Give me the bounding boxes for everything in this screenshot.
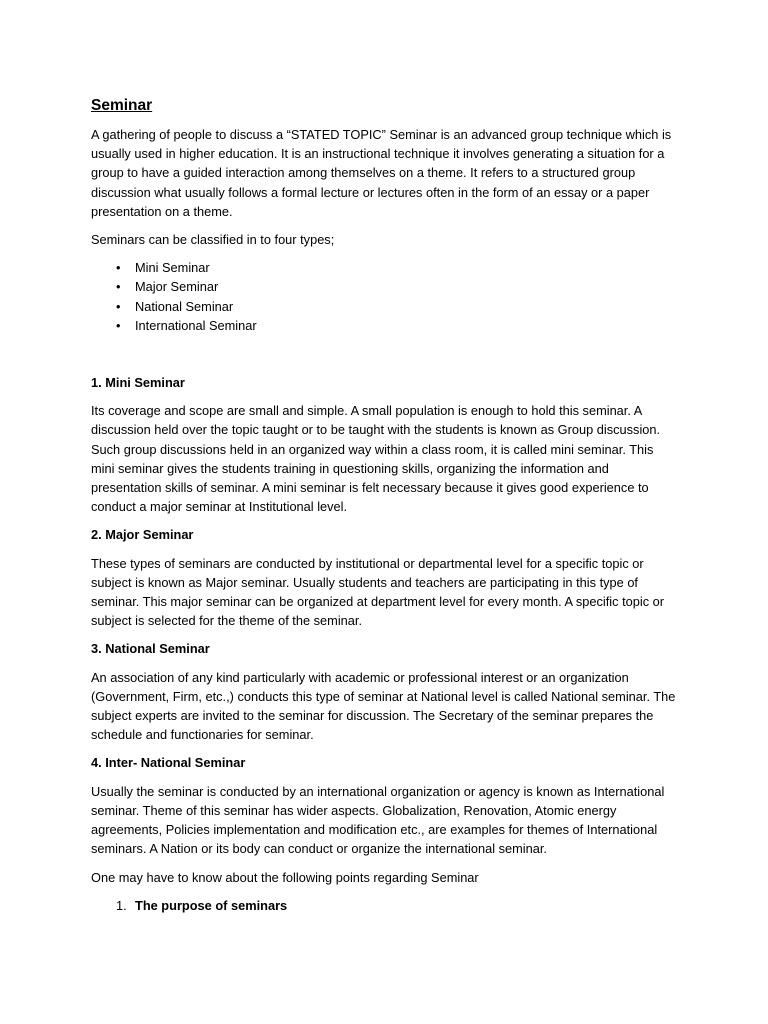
list-number: 1. xyxy=(116,897,127,913)
list-item-label: National Seminar xyxy=(135,298,234,314)
section-body-national-seminar: An association of any kind particularly with academic or professional interest or an organization (Government, Firm, etc.,) conducts this type of seminar at National level is called National seminar. The subject experts are invited to the seminar for discussion. The Secretary of the seminar prepares the schedule and functionaries for seminar. xyxy=(91,669,676,743)
page-title: Seminar xyxy=(91,97,153,114)
list-item xyxy=(91,297,676,316)
list-item-label: Mini Seminar xyxy=(135,260,210,276)
list-item-label: International Seminar xyxy=(135,317,257,333)
section-body-major-seminar: These types of seminars are conducted by institutional or departmental level for a specific topic or subject is known as Major seminar. Usually students and teachers are participating in this type of seminar. This major seminar can be organized at department level for every month. A specific topic or subject is selected for the theme of the seminar. xyxy=(91,555,665,629)
list-item-label: Major Seminar xyxy=(135,279,219,295)
list-item xyxy=(91,316,676,335)
document-content xyxy=(91,96,676,915)
types-intro-paragraph: Seminars can be classified in to four types; xyxy=(91,232,335,248)
seminar-points-list xyxy=(91,896,676,915)
list-item xyxy=(91,896,676,915)
section-heading-international-seminar: 4. Inter- National Seminar xyxy=(91,755,246,771)
bullet-icon: • xyxy=(116,317,121,333)
list-item xyxy=(91,277,676,296)
points-intro-paragraph: One may have to know about the following points regarding Seminar xyxy=(91,869,479,885)
section-body-mini-seminar: Its coverage and scope are small and simple. A small population is enough to hold this seminar. A discussion held over the topic taught or to be taught with the students is known as Group discussion. Such group discussions held in an organized way within a class room, it is called mini seminar. This mini seminar gives the students training in questioning skills, organizing the information and presentation skills of seminar. A mini seminar is felt necessary because it gives good experience to conduct a major seminar at Institutional level. xyxy=(91,403,661,515)
section-heading-mini-seminar: 1. Mini Seminar xyxy=(91,375,185,391)
intro-paragraph: A gathering of people to discuss a “STATED TOPIC” Seminar is an advanced group technique which is usually used in higher education. It is an instructional technique it involves generating a situation for a group to have a guided interaction among themselves on a theme. It refers to a structured group discussion what usually follows a formal lecture or lectures often in the form of an essay or a paper presentation on a theme. xyxy=(91,127,672,219)
bullet-icon: • xyxy=(116,279,121,295)
section-heading-major-seminar: 2. Major Seminar xyxy=(91,527,194,543)
list-item xyxy=(91,258,676,277)
list-item-label: The purpose of seminars xyxy=(135,897,288,913)
bullet-icon: • xyxy=(116,260,121,276)
section-body-international-seminar: Usually the seminar is conducted by an international organization or agency is known as International seminar. Theme of this seminar has wider aspects. Globalization, Renovation, Atomic energy agreements, Policies implementation and modification etc., are examples for themes of International seminars. A Nation or its body can conduct or organize the international seminar. xyxy=(91,783,665,857)
seminar-types-list xyxy=(91,258,676,335)
bullet-icon: • xyxy=(116,298,121,314)
section-heading-national-seminar: 3. National Seminar xyxy=(91,641,210,657)
